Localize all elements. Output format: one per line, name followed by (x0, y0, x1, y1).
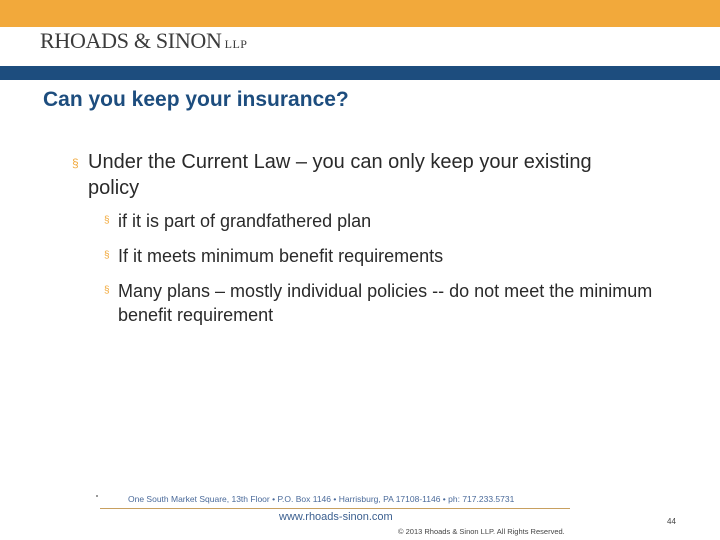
company-logo (40, 28, 247, 52)
sub-bullet-text: If it meets minimum benefit requirements (118, 246, 444, 266)
sub-bullet-marker-icon: § (104, 285, 110, 296)
sub-bullet-item (104, 209, 694, 233)
footer-divider (100, 508, 570, 509)
bullet-item (72, 149, 632, 201)
sub-bullet-text: Many plans – mostly individual policies -- do not meet the minimum benefit requirement (118, 281, 653, 325)
page-number: 44 (667, 517, 676, 526)
bullet-marker-icon: § (72, 156, 79, 170)
bullet-text: Under the Current Law – you can only keep your existing policy (88, 151, 592, 199)
sub-bullet-marker-icon: § (104, 250, 110, 261)
header-divider-bar (0, 66, 720, 80)
sub-bullet-item (104, 279, 694, 327)
copyright-notice: © 2013 Rhoads & Sinon LLP. All Rights Reserved. (398, 527, 565, 536)
footer-website-link[interactable]: www.rhoads-sinon.com (279, 511, 393, 523)
top-accent-bar (0, 0, 720, 27)
logo-text: RHOADS & SINON (40, 28, 222, 53)
slide-title: Can you keep your insurance? (43, 88, 349, 111)
logo-suffix: LLP (224, 37, 248, 51)
sub-bullet-marker-icon: § (104, 215, 110, 226)
footer-address: One South Market Square, 13th Floor • P.O. Box 1146 • Harrisburg, PA 17108-1146 • ph: 717.233.5731 (128, 494, 515, 504)
sub-bullet-item (104, 244, 694, 268)
sub-bullet-text: if it is part of grandfathered plan (118, 211, 372, 231)
footer-dot (96, 495, 98, 497)
